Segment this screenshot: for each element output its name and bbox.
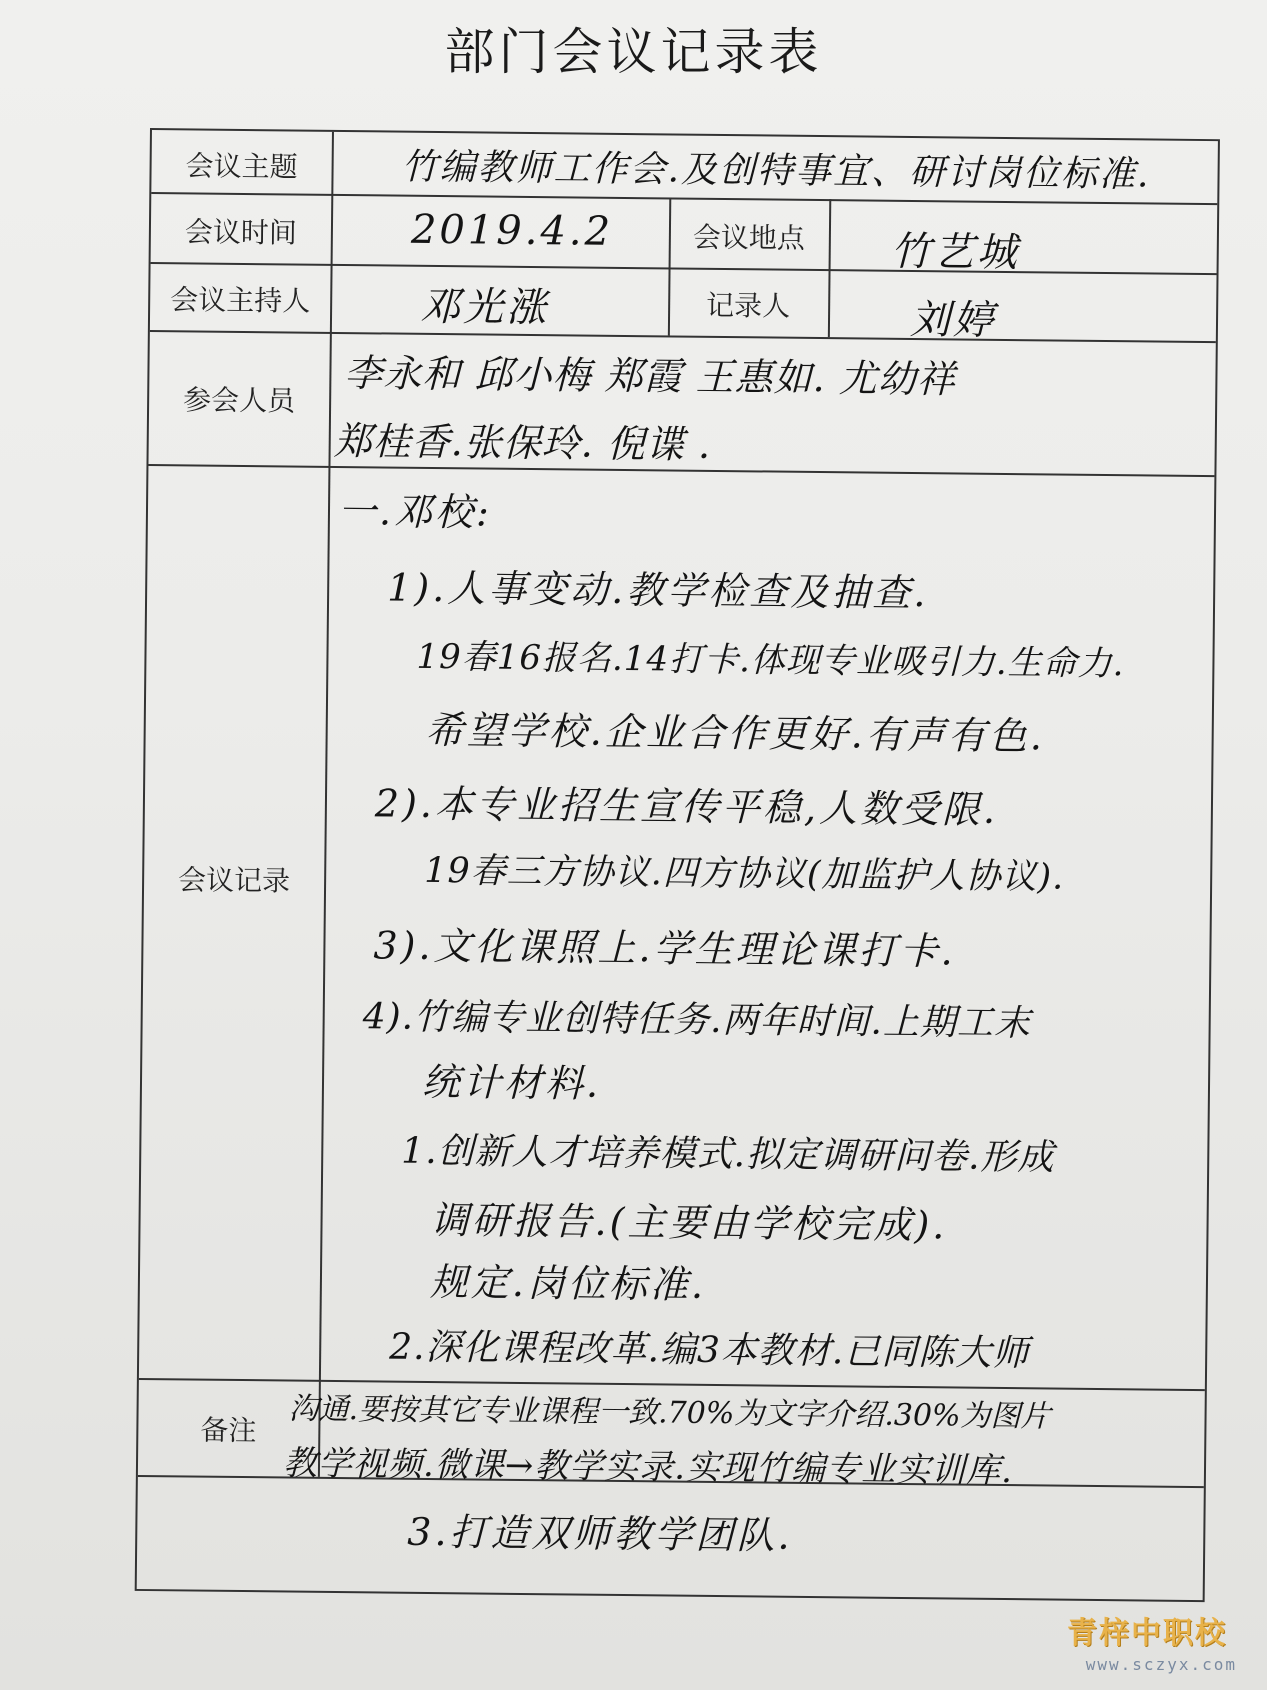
- watermark-url: www.sczyx.com: [1085, 1655, 1237, 1674]
- minutes-line: 一.邓校:: [337, 488, 493, 535]
- minutes-line: 沟通.要按其它专业课程一致.70%为文字介绍.30%为图片: [288, 1391, 1051, 1435]
- minutes-line: 1.创新人才培养模式.拟定调研问卷.形成: [401, 1130, 1055, 1179]
- minutes-line: 规定.岗位标准.: [429, 1259, 707, 1307]
- value-topic: 竹编教师工作会.及创特事宜、研讨岗位标准.: [401, 146, 1151, 196]
- minutes-line: 19春16报名.14打卡.体现专业吸引力.生命力.: [416, 636, 1125, 685]
- row-divider: [150, 330, 1216, 343]
- label-topic: 会议主题: [185, 149, 298, 184]
- minutes-line: 3.打造双师教学团队.: [407, 1509, 793, 1558]
- minutes-line: 4).竹编专业创特任务.两年时间.上期工末: [362, 996, 1032, 1045]
- value-time: 2019.4.2: [410, 206, 614, 255]
- minutes-line: 调研报告.(主要由学校完成).: [430, 1197, 948, 1248]
- label-attendees: 参会人员: [182, 383, 296, 418]
- row-divider: [151, 262, 1217, 275]
- minutes-line: 2.深化课程改革.编3本教材.已同陈大师: [389, 1326, 1030, 1375]
- minutes-line: 2).本专业招生宣传平稳,人数受限.: [374, 781, 999, 832]
- value-host: 邓光涨: [419, 283, 550, 332]
- label-recorder: 记录人: [705, 288, 791, 323]
- minutes-line: 统计材料.: [421, 1059, 602, 1106]
- value-recorder: 刘婷: [909, 296, 997, 344]
- value-attendees-line2: 郑桂香.张保玲. 倪谍 .: [333, 418, 712, 467]
- label-minutes: 会议记录: [177, 863, 291, 898]
- label-host: 会议主持人: [170, 283, 311, 318]
- label-remarks: 备注: [200, 1413, 257, 1448]
- minutes-line: 教学视频.微课→教学实录.实现竹编专业实训库.: [282, 1443, 1014, 1492]
- watermark-logo: 青梓中职校: [1067, 1616, 1227, 1651]
- meeting-record-form: [135, 128, 1220, 1602]
- minutes-line: 希望学校.企业合作更好.有声有色.: [425, 707, 1046, 759]
- value-attendees-line1: 李永和 邱小梅 郑霞 王惠如. 尤幼祥: [344, 351, 957, 402]
- minutes-line: 19春三方协议.四方协议(加监护人协议).: [424, 850, 1065, 898]
- minutes-line: 1).人事变动.教学检查及抽查.: [386, 565, 929, 616]
- page-title: 部门会议记录表: [444, 23, 823, 81]
- label-place: 会议地点: [692, 220, 806, 255]
- value-place: 竹艺城: [890, 228, 1020, 277]
- minutes-line: 3).文化课照上.学生理论课打卡.: [373, 923, 956, 974]
- label-time: 会议时间: [184, 215, 298, 250]
